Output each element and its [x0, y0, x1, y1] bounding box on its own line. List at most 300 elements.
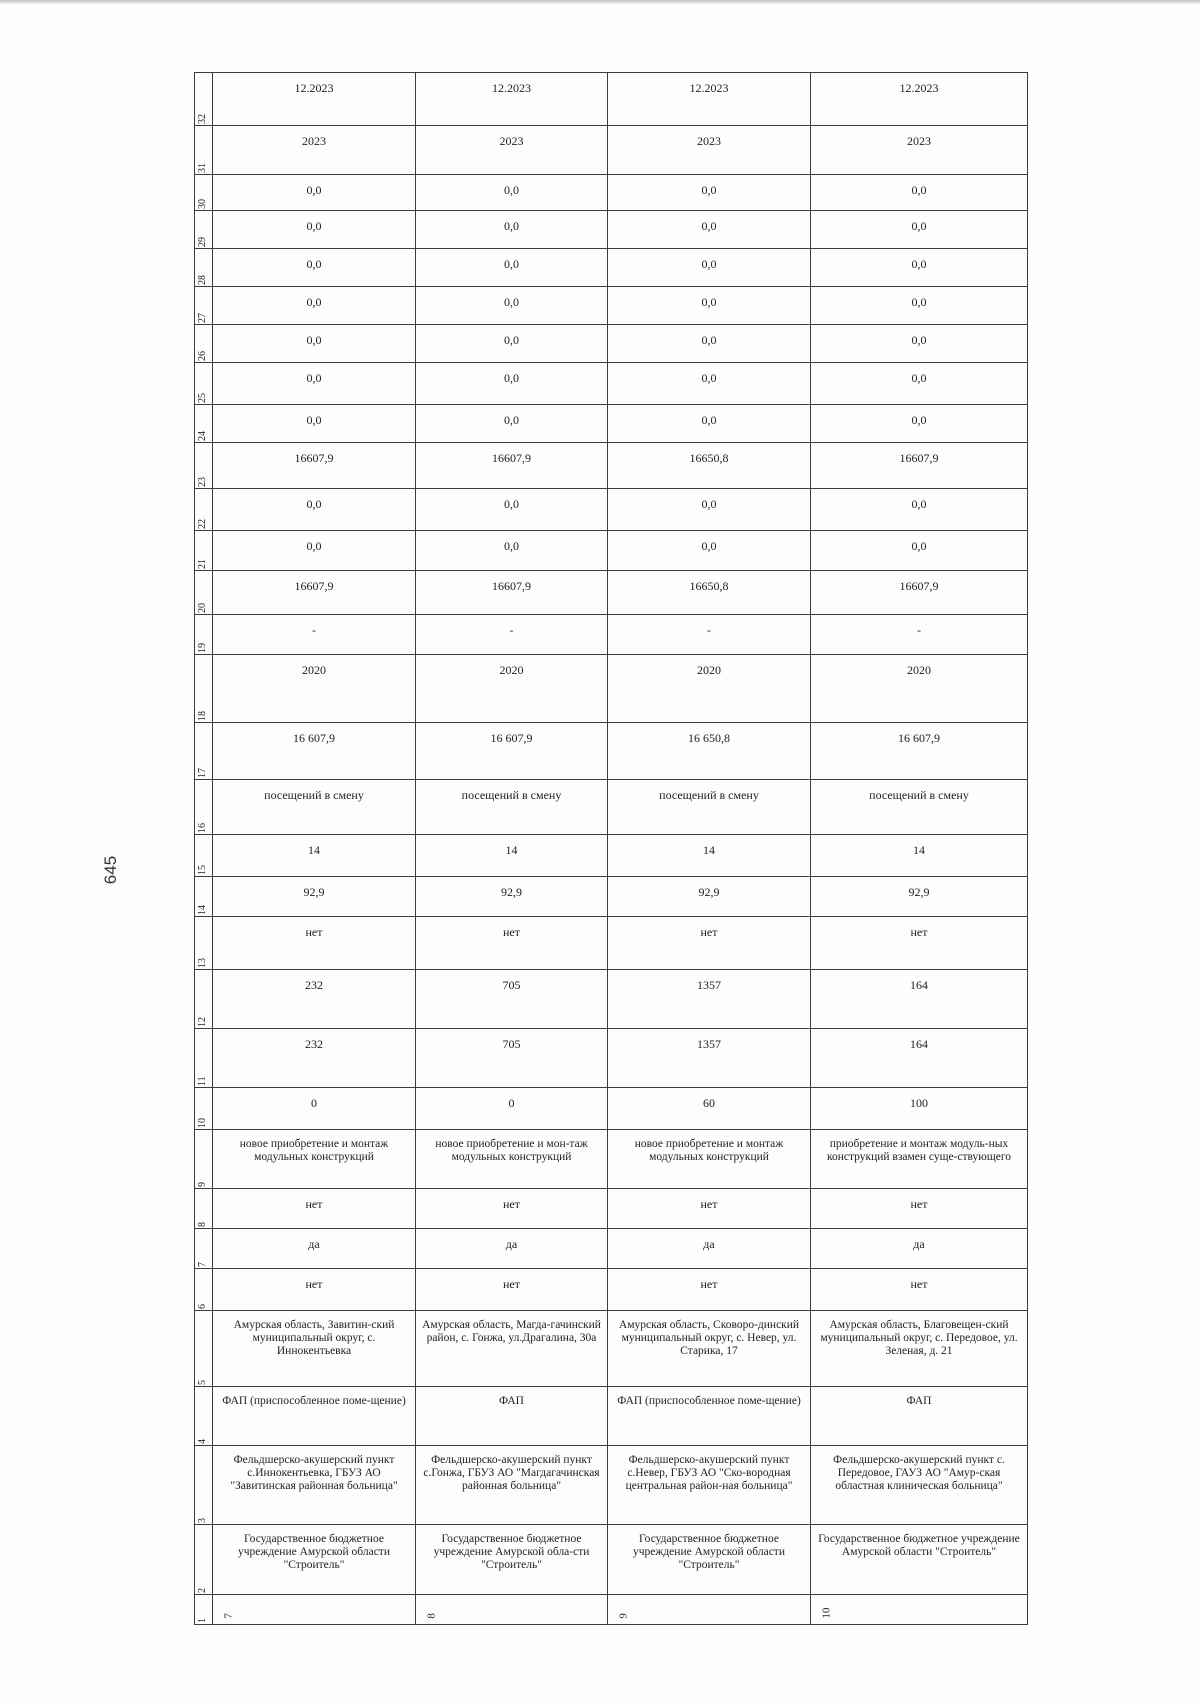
table-cell	[608, 917, 811, 970]
row-number-cell	[195, 917, 213, 970]
table-cell	[416, 1387, 608, 1446]
table-cell	[416, 1311, 608, 1387]
table-cell	[213, 1130, 416, 1189]
table-cell	[416, 249, 608, 287]
table-cell	[416, 780, 608, 835]
table-row	[195, 1311, 1028, 1387]
table-cell	[811, 655, 1028, 723]
table-cell	[811, 1525, 1028, 1595]
cell-text: 705	[502, 978, 521, 992]
table-cell	[416, 1130, 608, 1189]
cell-text: посещений в смену	[461, 788, 562, 802]
cell-text: 0	[508, 1096, 515, 1110]
row-number: 7	[197, 1262, 208, 1267]
row-number: 21	[197, 559, 208, 569]
cell-text: 0,0	[701, 183, 717, 197]
table-cell	[608, 835, 811, 877]
table-cell	[608, 443, 811, 489]
cell-text: ФАП (приспособленное поме-щение)	[222, 1395, 406, 1407]
cell-text: 12.2023	[492, 81, 531, 95]
row-number-cell	[195, 1387, 213, 1446]
table-cell	[416, 1189, 608, 1229]
column-number: 10	[820, 1608, 833, 1619]
cell-text: 92,9	[501, 885, 522, 899]
table-cell	[811, 917, 1028, 970]
row-number-cell	[195, 1029, 213, 1088]
cell-text: -	[917, 623, 921, 637]
table-cell	[811, 571, 1028, 615]
cell-text: 1357	[697, 1037, 721, 1051]
table-cell	[608, 723, 811, 780]
table-cell	[416, 1029, 608, 1088]
table-cell	[811, 249, 1028, 287]
cell-text: 0,0	[701, 257, 717, 271]
cell-text: нет	[700, 1197, 718, 1211]
table-cell	[811, 1130, 1028, 1189]
cell-text: 16 607,9	[293, 731, 335, 745]
cell-text: 0,0	[701, 219, 717, 233]
table-cell	[213, 655, 416, 723]
cell-text: нет	[305, 1277, 323, 1291]
table-row	[195, 917, 1028, 970]
table-cell	[213, 1387, 416, 1446]
table-cell	[416, 615, 608, 655]
row-number-cell	[195, 126, 213, 175]
table-cell	[608, 1130, 811, 1189]
cell-text: 100	[910, 1096, 928, 1110]
cell-text: 0,0	[306, 371, 322, 385]
row-number: 26	[197, 351, 208, 361]
cell-text: 14	[308, 843, 320, 857]
cell-text: 0,0	[911, 413, 927, 427]
table-cell	[608, 363, 811, 405]
table-cell	[811, 780, 1028, 835]
cell-text: 0,0	[306, 183, 322, 197]
cell-text: 16607,9	[294, 579, 334, 593]
row-number-cell	[195, 1595, 213, 1625]
row-number: 32	[197, 114, 208, 124]
cell-text: 60	[703, 1096, 715, 1110]
cell-text: посещений в смену	[264, 788, 364, 802]
table-cell	[608, 1525, 811, 1595]
row-number-cell	[195, 405, 213, 443]
table-row	[195, 655, 1028, 723]
row-number: 27	[197, 313, 208, 323]
cell-text: нет	[305, 925, 323, 939]
cell-text: новое приобретение и мон-таж модульных конструкций	[435, 1138, 588, 1164]
table-cell	[608, 405, 811, 443]
cell-text: нет	[503, 1277, 520, 1291]
cell-text: да	[505, 1237, 518, 1251]
row-number-cell	[195, 211, 213, 249]
row-number-cell	[195, 443, 213, 489]
table-cell	[416, 655, 608, 723]
cell-text: Амурская область, Сковоро-динский муниципальный округ, с. Невер, ул. Старика, 17	[618, 1319, 800, 1358]
cell-text: Амурская область, Завитин-ский муниципальный округ, с. Иннокентьевка	[233, 1319, 395, 1358]
cell-text: 705	[502, 1037, 521, 1051]
table-row	[195, 1229, 1028, 1269]
table-cell	[213, 126, 416, 175]
table-row	[195, 73, 1028, 126]
cell-text: 16650,8	[689, 579, 729, 593]
table-cell	[213, 877, 416, 917]
table-cell	[811, 723, 1028, 780]
table-cell	[608, 325, 811, 363]
table-cell	[811, 1387, 1028, 1446]
row-number: 3	[197, 1518, 208, 1523]
table-cell	[213, 1269, 416, 1311]
column-number-row	[195, 1595, 1028, 1625]
cell-text: 0,0	[911, 497, 927, 511]
row-number: 20	[197, 603, 208, 613]
table-cell	[811, 615, 1028, 655]
table-cell	[608, 571, 811, 615]
cell-text: 2020	[697, 663, 721, 677]
scan-edge	[0, 0, 1200, 4]
table-row	[195, 1029, 1028, 1088]
cell-text: 0,0	[306, 257, 322, 271]
cell-text: Государственное бюджетное учреждение Амурской области "Строитель"	[633, 1533, 785, 1572]
table-cell	[416, 73, 608, 126]
row-number: 28	[197, 275, 208, 285]
row-number: 25	[197, 393, 208, 403]
row-number-cell	[195, 1446, 213, 1525]
cell-text: посещений в смену	[869, 788, 969, 802]
row-number-cell	[195, 287, 213, 325]
table-cell	[416, 211, 608, 249]
table-cell	[213, 780, 416, 835]
table-cell	[416, 1446, 608, 1525]
cell-text: ФАП (приспособленное поме-щение)	[617, 1395, 801, 1407]
row-number-cell	[195, 489, 213, 531]
table-cell	[608, 1029, 811, 1088]
cell-text: 0,0	[306, 539, 322, 553]
table-cell	[811, 211, 1028, 249]
cell-text: 16 607,9	[898, 731, 940, 745]
cell-text: нет	[305, 1197, 323, 1211]
table-row	[195, 249, 1028, 287]
table-row	[195, 877, 1028, 917]
table-row	[195, 1446, 1028, 1525]
table-cell	[213, 1229, 416, 1269]
row-number-cell	[195, 571, 213, 615]
table-row	[195, 489, 1028, 531]
cell-text: 0,0	[911, 219, 927, 233]
table-cell	[416, 835, 608, 877]
row-number: 16	[197, 823, 208, 833]
cell-text: 0,0	[911, 183, 927, 197]
row-number: 4	[197, 1439, 208, 1444]
table-cell	[608, 780, 811, 835]
table-cell	[608, 211, 811, 249]
cell-text: 0,0	[504, 219, 519, 233]
row-number: 13	[197, 958, 208, 968]
row-number-cell	[195, 1189, 213, 1229]
cell-text: 0,0	[701, 333, 717, 347]
row-number: 14	[197, 905, 208, 915]
row-number: 5	[197, 1380, 208, 1385]
cell-text: 0,0	[306, 295, 322, 309]
table-cell	[608, 531, 811, 571]
cell-text: 92,9	[908, 885, 930, 899]
table-cell	[416, 363, 608, 405]
cell-text: 2023	[302, 134, 326, 148]
cell-text: 0,0	[306, 333, 322, 347]
cell-text: Государственное бюджетное учреждение Амурской обла-сти "Строитель"	[433, 1533, 590, 1572]
table-cell	[811, 287, 1028, 325]
table-cell	[811, 877, 1028, 917]
table-cell	[213, 970, 416, 1029]
table-cell	[213, 1029, 416, 1088]
table-cell	[213, 175, 416, 211]
table-cell	[213, 835, 416, 877]
table-cell	[213, 363, 416, 405]
cell-text: да	[703, 1237, 715, 1251]
table-cell	[811, 1088, 1028, 1130]
cell-text: Фельдшерско-акушерский пункт с.Гонжа, ГБУЗ АО "Магдагачинская районная больница"	[423, 1454, 600, 1493]
cell-text: 0,0	[504, 497, 519, 511]
page-number	[96, 850, 126, 890]
cell-text: да	[913, 1237, 925, 1251]
table-cell	[213, 723, 416, 780]
cell-text: 14	[505, 843, 518, 857]
cell-text: ФАП	[906, 1395, 932, 1407]
cell-text: новое приобретение и монтаж модульных конструкций	[239, 1138, 389, 1164]
table-row	[195, 175, 1028, 211]
table-cell	[416, 1269, 608, 1311]
cell-text: приобретение и монтаж модуль-ных конструкций взамен суще-ствующего	[826, 1138, 1012, 1164]
cell-text: 16607,9	[492, 451, 531, 465]
row-number: 19	[197, 643, 208, 653]
table-cell	[811, 126, 1028, 175]
row-number-cell	[195, 175, 213, 211]
cell-text: Государственное бюджетное учреждение Амурской области "Строитель"	[238, 1533, 390, 1572]
cell-text: 0,0	[911, 295, 927, 309]
table-cell	[416, 325, 608, 363]
row-number-cell	[195, 73, 213, 126]
cell-text: нет	[503, 1197, 520, 1211]
table-cell	[213, 571, 416, 615]
table-cell	[213, 405, 416, 443]
table-cell	[608, 1387, 811, 1446]
cell-text: -	[707, 623, 711, 637]
row-number: 31	[197, 163, 208, 173]
row-number: 2	[197, 1588, 208, 1593]
table-cell	[811, 1311, 1028, 1387]
table-cell	[213, 211, 416, 249]
table-cell	[416, 571, 608, 615]
table-cell	[608, 1189, 811, 1229]
row-number: 1	[197, 1618, 208, 1623]
table-cell	[416, 126, 608, 175]
cell-text: 2020	[302, 663, 326, 677]
table-row	[195, 1130, 1028, 1189]
table-cell	[416, 175, 608, 211]
table-row	[195, 211, 1028, 249]
cell-text: 0,0	[701, 371, 717, 385]
cell-text: 0,0	[306, 219, 322, 233]
cell-text: 0,0	[701, 413, 717, 427]
row-number-cell	[195, 780, 213, 835]
cell-text: Фельдшерско-акушерский пункт с. Передовое, ГАУЗ АО "Амур-ская областная клиническая больница"	[833, 1454, 1005, 1493]
cell-text: нет	[910, 925, 928, 939]
table-cell	[416, 1525, 608, 1595]
cell-text: 16650,8	[689, 451, 729, 465]
row-number-cell	[195, 1269, 213, 1311]
row-number-cell	[195, 325, 213, 363]
table-cell	[608, 615, 811, 655]
row-number: 22	[197, 519, 208, 529]
row-number-cell	[195, 249, 213, 287]
column-number: 7	[222, 1613, 235, 1619]
cell-text: нет	[700, 925, 718, 939]
table-cell	[608, 249, 811, 287]
table-cell	[811, 443, 1028, 489]
table-cell	[608, 287, 811, 325]
cell-text: Фельдшерско-акушерский пункт с.Невер, ГБУЗ АО "Ско-вородная центральная район-ная больница"	[625, 1454, 793, 1493]
table-cell	[416, 723, 608, 780]
cell-text: нет	[910, 1197, 928, 1211]
table-cell	[811, 1029, 1028, 1088]
cell-text: 0,0	[306, 413, 322, 427]
table-row	[195, 1387, 1028, 1446]
cell-text: 0,0	[504, 539, 519, 553]
row-number-cell	[195, 1311, 213, 1387]
cell-text: 164	[910, 1037, 928, 1051]
table-cell	[416, 443, 608, 489]
cell-text: -	[312, 623, 316, 637]
table-cell	[416, 405, 608, 443]
column-number-cell	[416, 1595, 608, 1625]
row-number-cell	[195, 363, 213, 405]
table-cell	[811, 531, 1028, 571]
row-number: 29	[197, 237, 208, 247]
table-cell	[608, 1446, 811, 1525]
cell-text: новое приобретение и монтаж модульных конструкций	[634, 1138, 784, 1164]
table-cell	[416, 287, 608, 325]
cell-text: 2020	[499, 663, 524, 677]
table-cell	[213, 1189, 416, 1229]
row-number: 18	[197, 711, 208, 721]
cell-text: 0,0	[504, 295, 519, 309]
table-cell	[213, 917, 416, 970]
cell-text: 0,0	[701, 295, 717, 309]
table-cell	[811, 405, 1028, 443]
table-cell	[608, 877, 811, 917]
cell-text: 2020	[907, 663, 931, 677]
cell-text: 0,0	[701, 539, 717, 553]
cell-text: 0,0	[504, 371, 519, 385]
table-cell	[213, 1525, 416, 1595]
table-cell	[608, 489, 811, 531]
table-cell	[213, 325, 416, 363]
cell-text: 0,0	[306, 497, 322, 511]
row-number: 12	[197, 1017, 208, 1027]
table-row	[195, 443, 1028, 489]
table-body	[195, 73, 1028, 1625]
cell-text: 0,0	[504, 333, 519, 347]
cell-text: 232	[305, 978, 323, 992]
table-cell	[811, 325, 1028, 363]
table-row	[195, 405, 1028, 443]
cell-text: 0,0	[504, 183, 519, 197]
row-number: 6	[197, 1304, 208, 1309]
table-cell	[608, 1269, 811, 1311]
row-number-cell	[195, 615, 213, 655]
table-row	[195, 531, 1028, 571]
cell-text: 0,0	[504, 257, 519, 271]
cell-text: 232	[305, 1037, 323, 1051]
table-cell	[416, 917, 608, 970]
table-cell	[213, 489, 416, 531]
row-number-cell	[195, 531, 213, 571]
cell-text: 0	[311, 1096, 317, 1110]
column-number-cell	[811, 1595, 1028, 1625]
table-row	[195, 571, 1028, 615]
cell-text: Амурская область, Благовещен-ский муниципальный округ, с. Передовое, ул. Зеленая, д. 21	[820, 1319, 1018, 1358]
row-number-cell	[195, 877, 213, 917]
cell-text: ФАП	[499, 1395, 524, 1407]
table-row	[195, 287, 1028, 325]
row-number: 17	[197, 768, 208, 778]
row-number-cell	[195, 970, 213, 1029]
cell-text: Амурская область, Магда-гачинский район, с. Гонжа, ул.Драгалина, 30а	[422, 1319, 601, 1345]
table-cell	[416, 489, 608, 531]
row-number: 30	[197, 199, 208, 209]
cell-text: 12.2023	[899, 81, 939, 95]
table-cell	[811, 1446, 1028, 1525]
row-number: 10	[197, 1118, 208, 1128]
row-number: 8	[197, 1222, 208, 1227]
column-number: 8	[425, 1613, 438, 1619]
table-cell	[608, 73, 811, 126]
table-row	[195, 126, 1028, 175]
column-number-cell	[213, 1595, 416, 1625]
table-cell	[213, 531, 416, 571]
column-number-cell	[608, 1595, 811, 1625]
table-cell	[416, 970, 608, 1029]
cell-text: Фельдшерско-акушерский пункт с.Иннокентьевка, ГБУЗ АО "Завитинская районная больница"	[230, 1454, 398, 1493]
table-row	[195, 1088, 1028, 1130]
table-cell	[213, 287, 416, 325]
table-cell	[608, 175, 811, 211]
column-number: 9	[617, 1613, 630, 1619]
table-cell	[416, 1229, 608, 1269]
table-cell	[608, 655, 811, 723]
cell-text: -	[509, 623, 514, 637]
table-cell	[811, 489, 1028, 531]
cell-text: 16607,9	[492, 579, 531, 593]
row-number-cell	[195, 835, 213, 877]
table-cell	[608, 1311, 811, 1387]
cell-text: нет	[503, 925, 520, 939]
table-cell	[213, 73, 416, 126]
cell-text: нет	[700, 1277, 718, 1291]
cell-text: 14	[913, 843, 925, 857]
row-number-cell	[195, 1088, 213, 1130]
cell-text: 12.2023	[294, 81, 334, 95]
cell-text: 16607,9	[899, 579, 939, 593]
cell-text: 12.2023	[689, 81, 729, 95]
table-cell	[213, 1088, 416, 1130]
table-cell	[213, 443, 416, 489]
table-row	[195, 325, 1028, 363]
cell-text: 0,0	[911, 257, 927, 271]
table-cell	[811, 1269, 1028, 1311]
table-row	[195, 780, 1028, 835]
table-cell	[811, 835, 1028, 877]
table-cell	[811, 73, 1028, 126]
